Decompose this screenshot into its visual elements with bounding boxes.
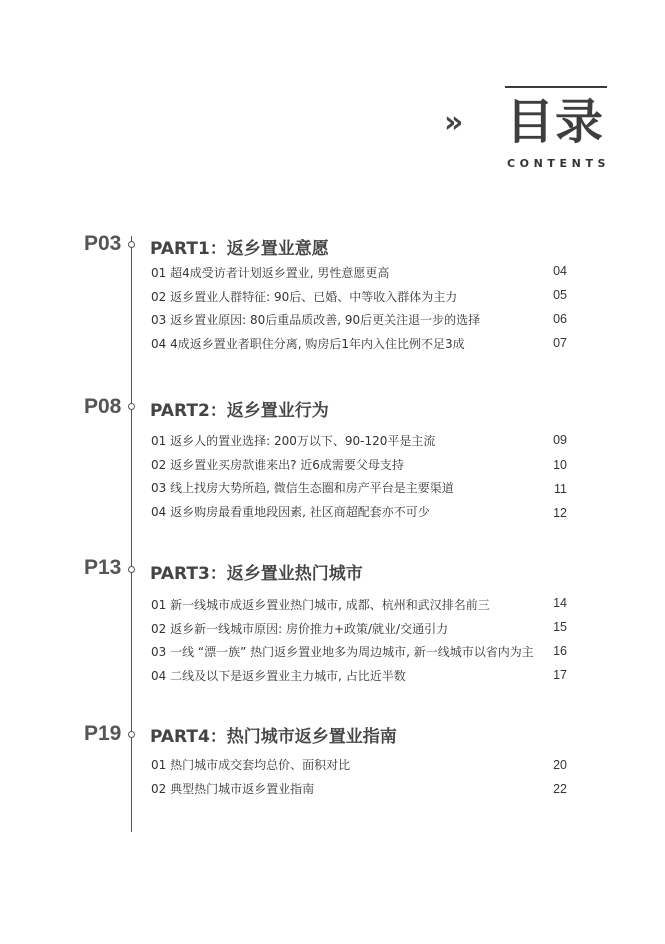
toc-item[interactable]: 02 返乡置业人群特征: 90后、已婚、中等收入群体为主力 (151, 290, 458, 304)
section-title[interactable]: PART4：热门城市返乡置业指南 (150, 727, 397, 747)
timeline-dot (128, 731, 135, 738)
toc-item[interactable]: 01 超4成受访者计划返乡置业, 男性意愿更高 (151, 266, 390, 280)
toc-item[interactable]: 03 线上找房大势所趋, 微信生态圈和房产平台是主要渠道 (151, 481, 454, 495)
toc-item[interactable]: 01 热门城市成交套均总价、面积对比 (151, 758, 351, 772)
toc-page-number: 14 (553, 596, 567, 610)
toc-page-number: 07 (553, 336, 567, 350)
section-page-label: P08 (84, 395, 122, 418)
toc-item[interactable]: 02 返乡置业买房款谁来出? 近6成需要父母支持 (151, 458, 404, 472)
toc-page-number: 10 (553, 458, 567, 472)
header-rule (505, 86, 607, 88)
toc-item[interactable]: 03 返乡置业原因: 80后重品质改善, 90后更关注退一步的选择 (151, 313, 481, 327)
double-chevron-icon: » (444, 105, 460, 140)
section-title[interactable]: PART3：返乡置业热门城市 (150, 564, 363, 584)
toc-item[interactable]: 02 返乡新一线城市原因: 房价推力+政策/就业/交通引力 (151, 622, 449, 636)
section-page-label: P19 (84, 722, 122, 745)
toc-page-number: 12 (553, 506, 567, 520)
toc-page-number: 15 (553, 620, 567, 634)
toc-page-number: 17 (553, 668, 567, 682)
timeline-dot (128, 241, 135, 248)
section-page-label: P03 (84, 232, 122, 255)
toc-page-number: 04 (553, 264, 567, 278)
timeline-dot (128, 403, 135, 410)
toc-page-number: 20 (553, 758, 567, 772)
toc-item[interactable]: 04 二线及以下是返乡置业主力城市, 占比近半数 (151, 669, 406, 683)
toc-page-number: 05 (553, 288, 567, 302)
page-subtitle: CONTENTS (507, 157, 611, 170)
section-page-label: P13 (84, 556, 122, 579)
timeline-line (131, 236, 132, 832)
timeline-dot (128, 566, 135, 573)
section-title[interactable]: PART1：返乡置业意愿 (150, 239, 329, 259)
toc-page-number: 22 (553, 782, 567, 796)
page-title: 目录 (506, 94, 605, 150)
toc-item[interactable]: 02 典型热门城市返乡置业指南 (151, 782, 315, 796)
toc-item[interactable]: 03 一线 “漂一族” 热门返乡置业地多为周边城市, 新一线城市以省内为主 (151, 645, 534, 659)
toc-page-number: 06 (553, 312, 567, 326)
toc-item[interactable]: 04 4成返乡置业者职住分离, 购房后1年内入住比例不足3成 (151, 337, 465, 351)
toc-item[interactable]: 01 返乡人的置业选择: 200万以下、90-120平是主流 (151, 434, 436, 448)
toc-page-number: 16 (553, 644, 567, 658)
toc-page-number: 09 (553, 433, 567, 447)
toc-item[interactable]: 01 新一线城市成返乡置业热门城市, 成都、杭州和武汉排名前三 (151, 598, 490, 612)
section-title[interactable]: PART2：返乡置业行为 (150, 401, 329, 421)
toc-item[interactable]: 04 返乡购房最看重地段因素, 社区商超配套亦不可少 (151, 505, 430, 519)
toc-page-number: 11 (554, 482, 567, 496)
